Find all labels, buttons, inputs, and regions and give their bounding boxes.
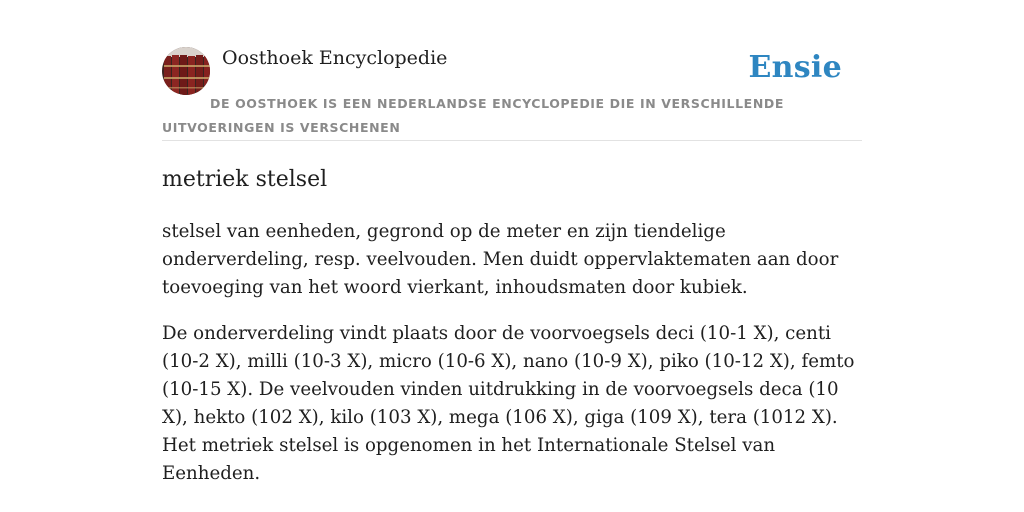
source-avatar[interactable] <box>162 47 210 95</box>
entry-title: metriek stelsel <box>162 167 328 192</box>
entry-card <box>162 44 862 506</box>
source-description: DE OOSTHOEK IS EEN NEDERLANDSE ENCYCLOPEDIE DIE IN VERSCHILLENDE UITVOERINGEN IS VERSCHENEN <box>162 96 784 135</box>
book-spines-icon <box>162 47 210 95</box>
entry-paragraph: De onderverdeling vindt plaats door de voorvoegsels deci (10-1 X), centi (10-2 X), milli (10-3 X), micro (10-6 X), nano (10-9 X), piko (10-12 X), femto (10-15 X). De veelvouden vinden uitdrukking in de voorvoegsels deca (10 X), hekto (102 X), kilo (103 X), mega (106 X), giga (109 X), tera (1012 X). Het metriek stelsel is opgenomen in het Internationale Stelsel van Eenheden. <box>162 323 855 484</box>
source-title[interactable]: Oosthoek Encyclopedie <box>222 47 448 69</box>
source-header <box>162 44 862 141</box>
ensie-logo[interactable]: Ensie <box>748 50 842 85</box>
entry-paragraph: stelsel van eenheden, gegrond op de meter en zijn tiendelige onderverdeling, resp. veelvouden. Men duidt oppervlaktematen aan door toevoeging van het woord vierkant, inhoudsmaten door kubiek. <box>162 221 839 298</box>
entry-body <box>162 218 862 488</box>
